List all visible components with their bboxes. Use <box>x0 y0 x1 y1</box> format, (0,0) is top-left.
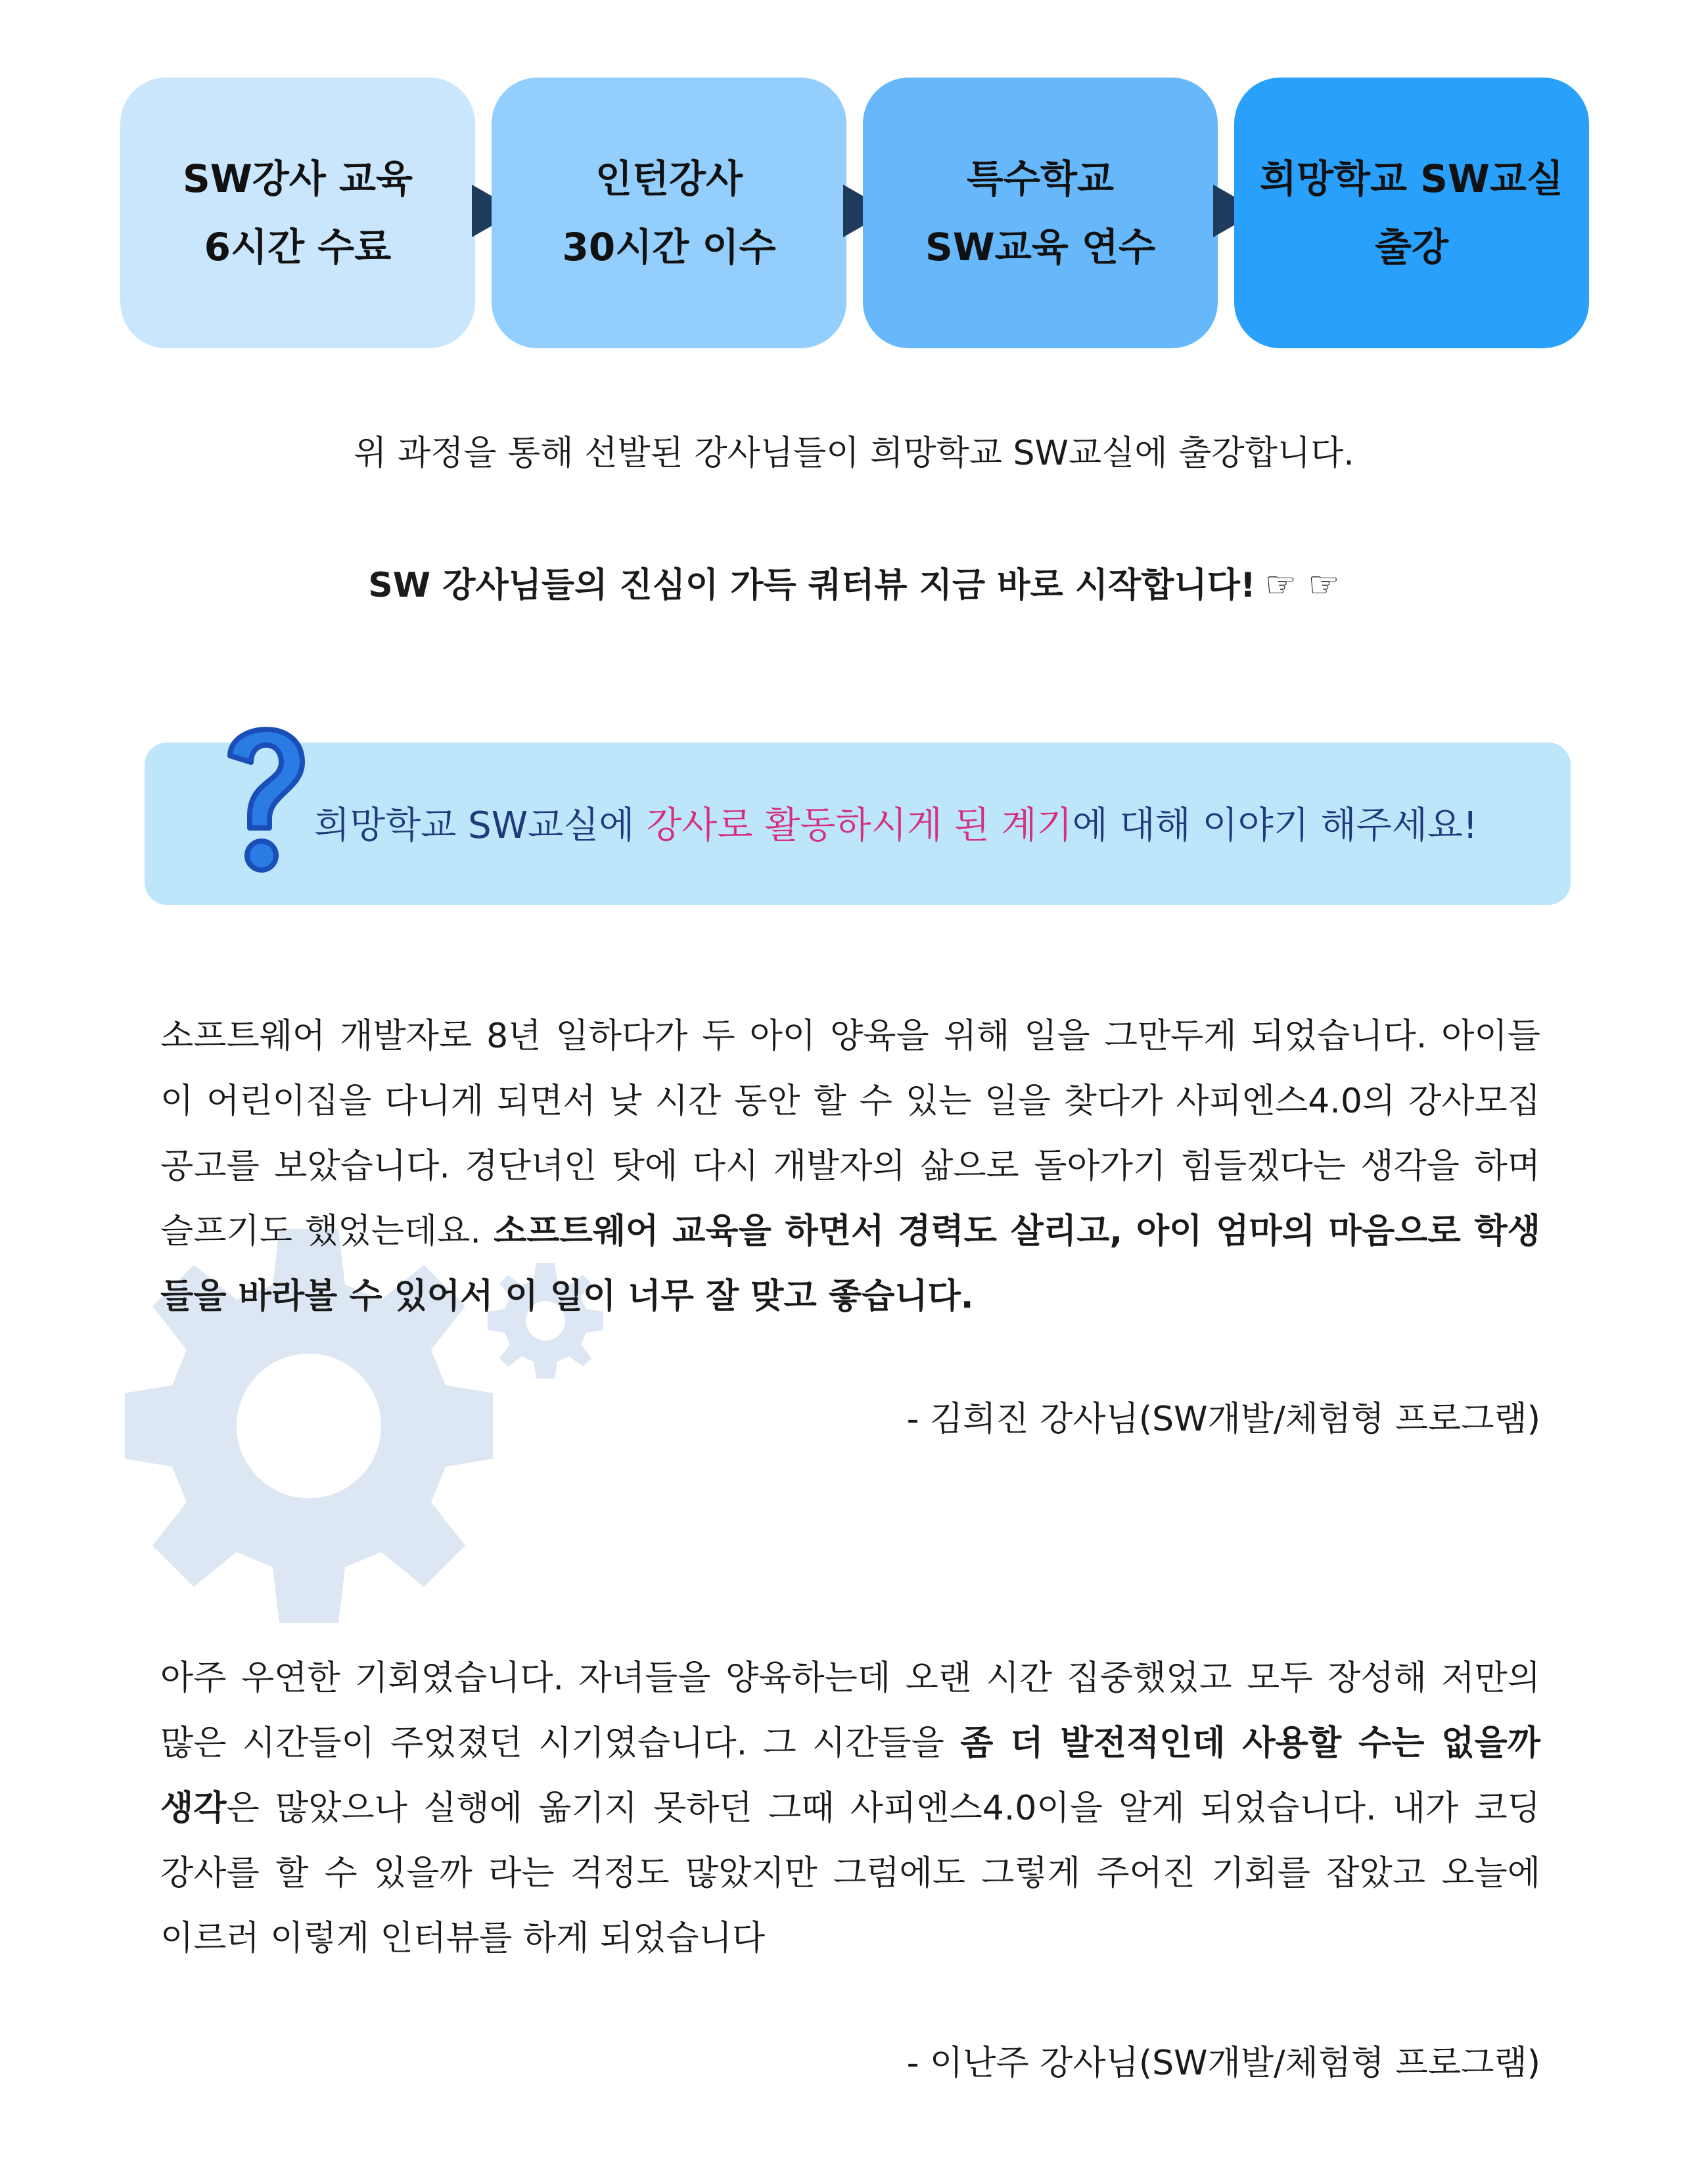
answer-2-bold: 생각 <box>160 1789 227 1828</box>
answer-2-line: 이르러 이렇게 인터뷰를 하게 되었습니다 <box>160 1919 766 1958</box>
answer-1-attribution: - 김희진 강사님(SW개발/체험형 프로그램) <box>906 1400 1540 1439</box>
question-highlight: 강사로 활동하시게 된 계기 <box>646 804 1073 847</box>
question-part-2: 에 대해 이야기 해주세요! <box>1072 804 1478 847</box>
answer-1 <box>160 1004 1540 1329</box>
step-line-2: 6시간 수료 <box>204 225 392 269</box>
answer-1-line <box>160 1199 1540 1264</box>
answer-2-line <box>160 1711 1540 1776</box>
answer-2-plain: 많은 시간들이 주었졌던 시기였습니다. 그 시간들을 <box>160 1724 961 1763</box>
step-line-1: SW강사 교육 <box>182 156 413 201</box>
step-line-2: SW교육 연수 <box>925 225 1156 269</box>
answer-2-bold: 좀 더 발전적인데 사용할 수는 없을까 <box>960 1724 1540 1763</box>
answer-1-bold: 소프트웨어 교육을 하면서 경력도 살리고, 아이 엄마의 마음으로 학생 <box>494 1212 1540 1251</box>
answer-1-line <box>160 1264 1540 1329</box>
step-intern-instructor <box>492 78 846 348</box>
answer-1-line: 이 어린이집을 다니게 되면서 낮 시간 동안 할 수 있는 일을 찾다가 사피엔스4.0의 강사모집 <box>160 1082 1540 1121</box>
process-steps <box>120 78 1589 348</box>
answer-1-bold: 들을 바라볼 수 있어서 이 일이 너무 잘 맞고 좋습니다. <box>160 1277 974 1316</box>
step-line-2: 출강 <box>1374 225 1449 269</box>
answer-1-line: 공고를 보았습니다. 경단녀인 탓에 다시 개발자의 삶으로 돌아가기 힘들겠다는 생각을 하며 <box>160 1147 1540 1186</box>
answer-1-line: 소프트웨어 개발자로 8년 일하다가 두 아이 양육을 위해 일을 그만두게 되었습니다. 아이들 <box>160 1017 1540 1056</box>
step-special-school-training <box>863 78 1218 348</box>
question-part-1: 희망학교 SW교실에 <box>314 804 647 847</box>
question-mark-icon <box>204 710 322 881</box>
pointing-hand-icon: ☞ ☞ <box>1264 564 1340 605</box>
answer-2-line <box>160 1776 1540 1841</box>
step-line-1: 희망학교 SW교실 <box>1259 156 1564 201</box>
answer-1-plain: 슬프기도 했었는데요. <box>160 1212 494 1251</box>
answer-2 <box>160 1646 1540 1971</box>
step-line-2: 30시간 이수 <box>562 225 776 269</box>
step-line-1: 인턴강사 <box>595 156 743 201</box>
answer-2-attribution: - 이난주 강사님(SW개발/체험형 프로그램) <box>906 2044 1540 2083</box>
intro-headline <box>0 559 1708 612</box>
intro-headline-text: SW 강사님들의 진심이 가득 쿼터뷰 지금 바로 시작합니다! <box>368 566 1256 605</box>
question-text <box>314 796 1477 856</box>
answer-2-plain: 은 많았으나 실행에 옮기지 못하던 그때 사피엔스4.0이을 알게 되었습니다. 내가 코딩 <box>226 1789 1540 1828</box>
answer-2-line: 아주 우연한 기회였습니다. 자녀들을 양육하는데 오랜 시간 집중했었고 모두 장성해 저만의 <box>160 1659 1540 1698</box>
answer-2-line: 강사를 할 수 있을까 라는 걱정도 많았지만 그럼에도 그렇게 주어진 기회를 잡았고 오늘에 <box>160 1854 1540 1893</box>
intro-text: 위 과정을 통해 선발된 강사님들이 희망학교 SW교실에 출강합니다. <box>354 434 1354 473</box>
step-line-1: 특수학교 <box>966 156 1115 201</box>
step-hope-school-dispatch <box>1234 78 1589 348</box>
step-sw-instructor-training <box>120 78 475 348</box>
